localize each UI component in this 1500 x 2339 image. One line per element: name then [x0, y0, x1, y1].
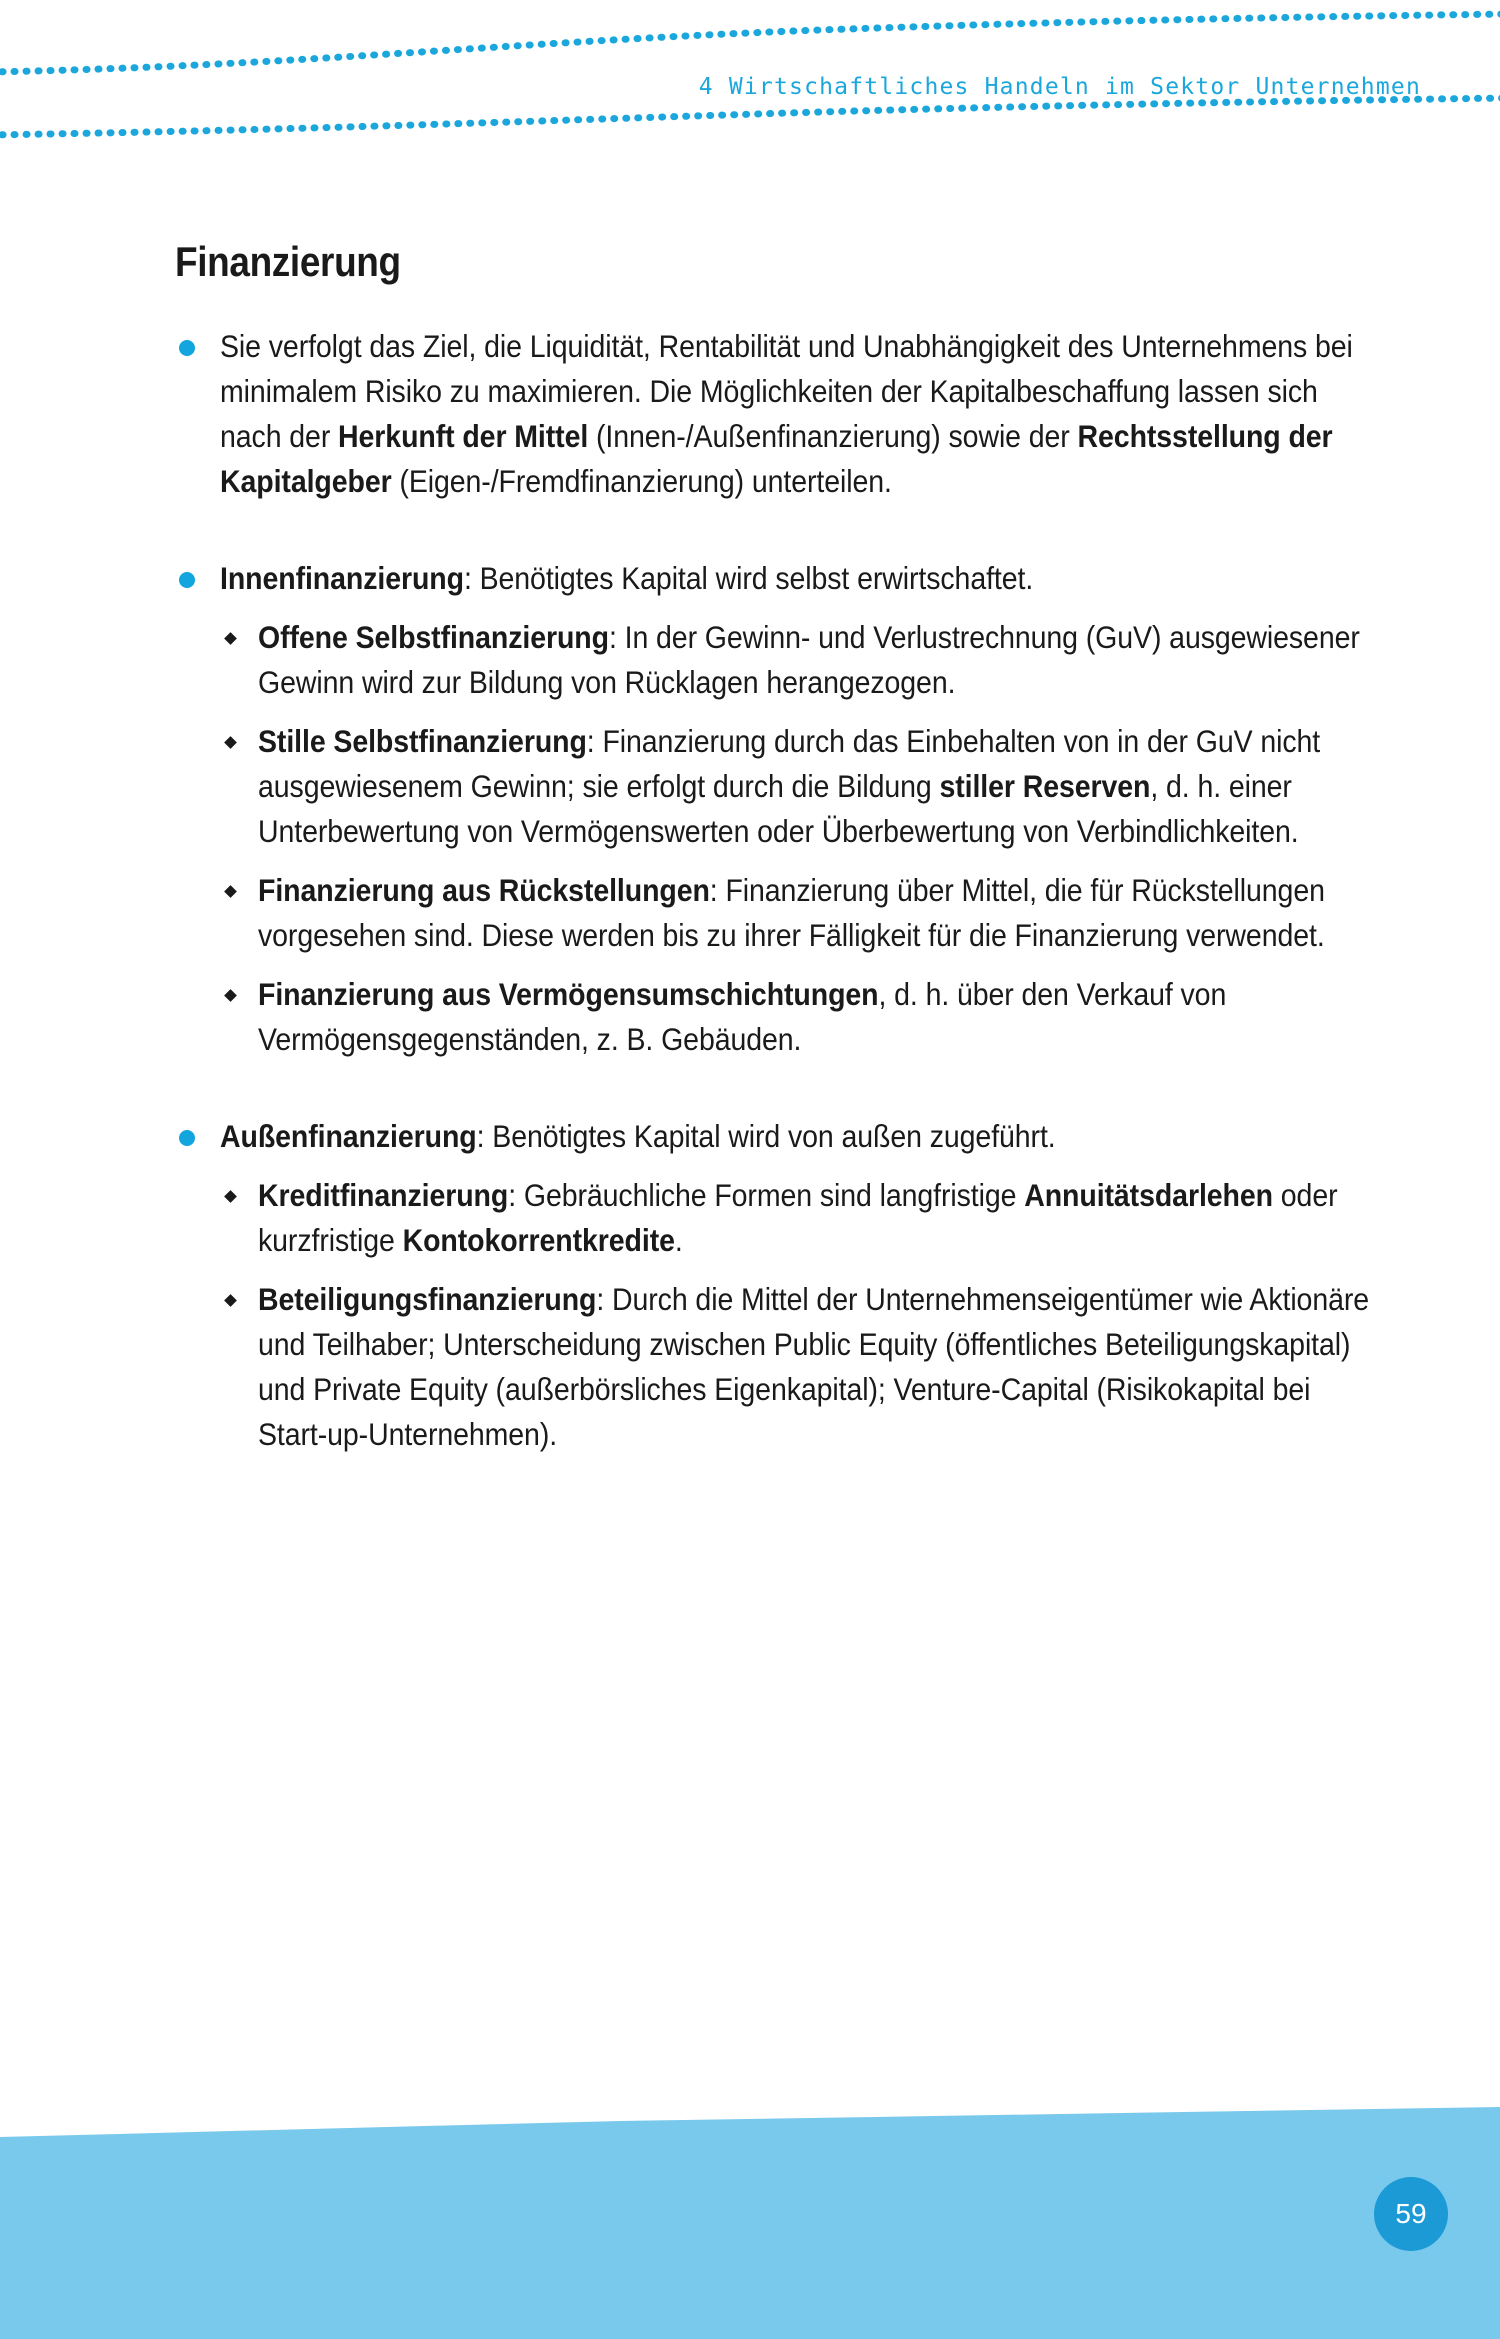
sub-bullet-diamond-icon: [224, 736, 237, 749]
footer-halftone-band: [0, 2099, 1500, 2339]
list-item: [220, 719, 1375, 854]
sub-bullet-text: [258, 1173, 1375, 1263]
page-header: [0, 0, 1500, 170]
list-item: [220, 972, 1375, 1062]
sub-bullet-list: [220, 615, 1375, 1062]
page-number-badge: 59: [1374, 2177, 1448, 2251]
list-item: [175, 324, 1375, 504]
text-run-bold: stiller Reserven: [939, 768, 1151, 804]
text-run-bold: Annuitätsdarlehen: [1024, 1177, 1273, 1213]
list-item: [220, 615, 1375, 705]
bullet-text: [220, 556, 1375, 601]
text-run-bold: Kontokorrentkredite: [402, 1222, 675, 1258]
page-footer-decoration: [0, 2099, 1500, 2339]
sub-bullet-diamond-icon: [224, 1294, 237, 1307]
text-run: oder kurzfristige: [258, 1177, 1338, 1258]
bullet-text: [220, 324, 1375, 504]
text-run-bold: Rechtsstellung der Kapitalgeber: [220, 418, 1333, 499]
bullet-text: [220, 1114, 1375, 1159]
bullet-dot-icon: [179, 1130, 195, 1146]
text-run: : Durch die Mittel der Unternehmenseigentümer wie Aktionäre und Teilhaber; Unterscheidung zwischen Public Equity (öffentliches Beteiligungskapital) und Private Equity (außerbörsliches Eigenkapital); Venture-Capital (Risikokapital bei Start-up-Unternehmen).: [258, 1281, 1370, 1452]
text-run-bold: Innenfinanzierung: [220, 560, 464, 596]
text-run: .: [674, 1222, 683, 1258]
list-item: [220, 1277, 1375, 1457]
text-run-bold: Beteiligungsfinanzierung: [258, 1281, 597, 1317]
sub-bullet-diamond-icon: [224, 989, 237, 1002]
text-run: (Eigen-/Fremdfinanzierung) unterteilen.: [391, 463, 892, 499]
text-run: , d. h. einer Unterbewertung von Vermögenswerten oder Überbewertung von Verbindlichkeiten.: [258, 768, 1299, 849]
list-item: [220, 1173, 1375, 1263]
main-content: [175, 238, 1375, 1487]
text-run-bold: Herkunft der Mittel: [338, 418, 589, 454]
text-run: : Finanzierung durch das Einbehalten von in der GuV nicht ausgewiesenem Gewinn; sie erfolgt durch die Bildung: [258, 723, 1321, 804]
text-run-bold: Stille Selbstfinanzierung: [258, 723, 587, 759]
list-item: [220, 868, 1375, 958]
bullet-dot-icon: [179, 340, 195, 356]
list-item: [175, 1114, 1375, 1457]
top-level-bullet-list: [175, 324, 1375, 1457]
spacer: [175, 534, 1375, 556]
sub-bullet-diamond-icon: [224, 885, 237, 898]
sub-bullet-diamond-icon: [224, 1190, 237, 1203]
text-run-bold: Finanzierung aus Rückstellungen: [258, 872, 710, 908]
text-run: : Benötigtes Kapital wird selbst erwirtschaftet.: [463, 560, 1034, 596]
text-run-bold: Außenfinanzierung: [220, 1118, 477, 1154]
spacer: [175, 1092, 1375, 1114]
text-run: , d. h. über den Verkauf von Vermögensgegenständen, z. B. Gebäuden.: [258, 976, 1227, 1057]
text-run: : In der Gewinn- und Verlustrechnung (GuV) ausgewiesener Gewinn wird zur Bildung von Rücklagen herangezogen.: [258, 619, 1360, 700]
text-run: (Innen-/Außenfinanzierung) sowie der: [588, 418, 1078, 454]
sub-bullet-text: [258, 615, 1375, 705]
sub-bullet-text: [258, 972, 1375, 1062]
text-run-bold: Finanzierung aus Vermögensumschichtungen: [258, 976, 879, 1012]
sub-bullet-text: [258, 719, 1375, 854]
text-run-bold: Offene Selbstfinanzierung: [258, 619, 609, 655]
list-item: [175, 556, 1375, 1062]
text-run: : Finanzierung über Mittel, die für Rückstellungen vorgesehen sind. Diese werden bis zu ihrer Fälligkeit für die Finanzierung verwendet.: [258, 872, 1325, 953]
sub-bullet-list: [220, 1173, 1375, 1457]
text-run: : Benötigtes Kapital wird von außen zugeführt.: [476, 1118, 1056, 1154]
bullet-dot-icon: [179, 572, 195, 588]
text-run-bold: Kreditfinanzierung: [258, 1177, 509, 1213]
running-header-title: 4 Wirtschaftliches Handeln im Sektor Unternehmen: [698, 74, 1421, 100]
sub-bullet-text: [258, 868, 1375, 958]
section-heading: Finanzierung: [175, 238, 401, 285]
text-run: : Gebräuchliche Formen sind langfristige: [508, 1177, 1025, 1213]
sub-bullet-text: [258, 1277, 1375, 1457]
text-run: Sie verfolgt das Ziel, die Liquidität, Rentabilität und Unabhängigkeit des Unternehmens bei minimalem Risiko zu maximieren. Die Möglichkeiten der Kapitalbeschaffung lassen sich nach der: [220, 328, 1353, 454]
sub-bullet-diamond-icon: [224, 632, 237, 645]
